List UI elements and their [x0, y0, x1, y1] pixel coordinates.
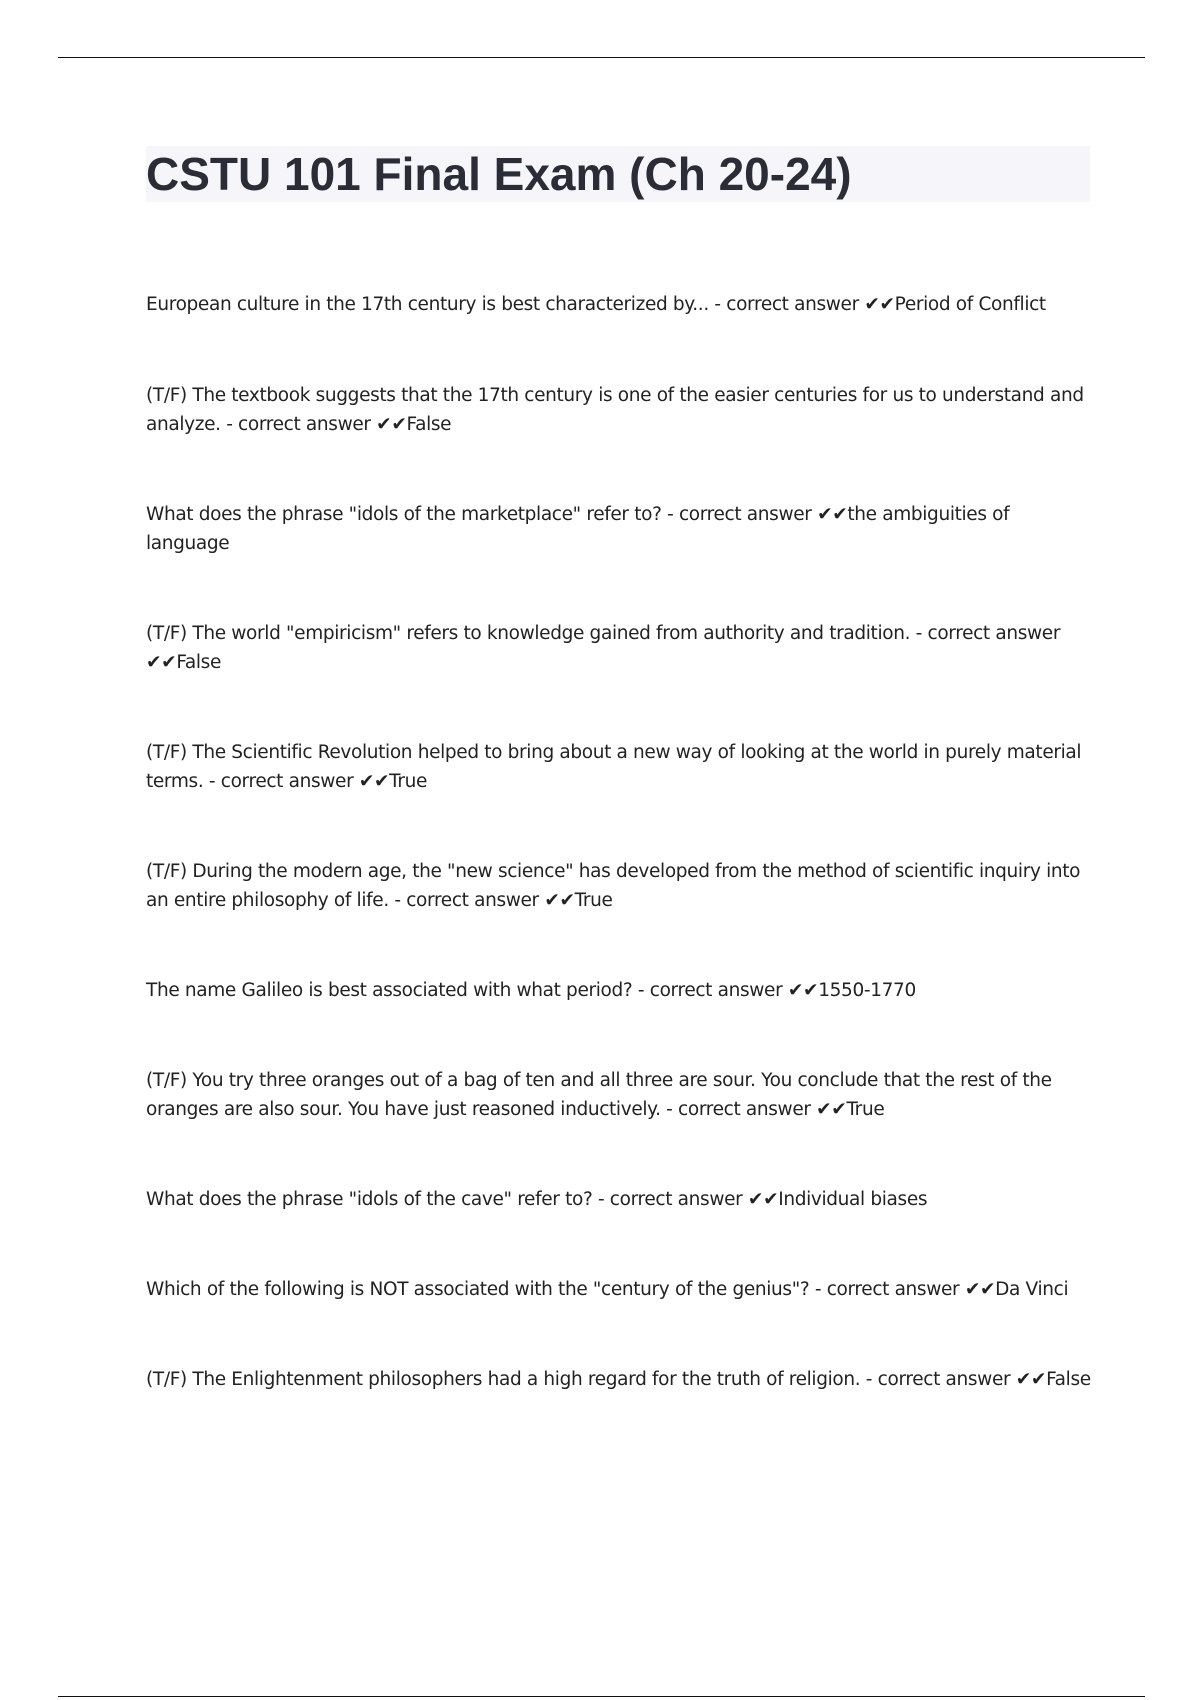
qa-item-4	[146, 619, 1091, 677]
qa-item-9	[146, 1185, 1091, 1214]
answer-text: Period of Conflict	[894, 294, 1046, 315]
answer-text: Individual biases	[778, 1189, 928, 1210]
answer-text: True	[389, 771, 428, 792]
answer-separator: - correct answer	[860, 1369, 1016, 1390]
answer-separator: - correct answer	[203, 771, 359, 792]
question-text: (T/F) The Enlightenment philosophers had a high regard for the truth of religion.	[146, 1369, 861, 1390]
qa-item-8	[146, 1066, 1091, 1124]
question-text: Which of the following is NOT associated with the "century of the genius"?	[146, 1279, 810, 1300]
qa-item-11	[146, 1365, 1091, 1394]
answer-separator: - correct answer	[632, 980, 788, 1001]
top-rule	[58, 57, 1145, 58]
check-icon: ✔✔	[544, 890, 575, 911]
question-answer-list	[146, 290, 1091, 1455]
answer-text: 1550-1770	[818, 980, 916, 1001]
answer-separator: - correct answer	[388, 890, 545, 911]
check-icon: ✔✔	[747, 1189, 779, 1210]
answer-separator: - correct answer	[661, 504, 818, 525]
check-icon: ✔✔	[376, 414, 407, 435]
answer-text: the ambiguities of language	[146, 504, 1010, 554]
answer-separator: - correct answer	[220, 414, 377, 435]
qa-item-7	[146, 976, 1091, 1005]
check-icon: ✔✔	[864, 294, 895, 315]
check-icon: ✔✔	[817, 504, 848, 525]
check-icon: ✔✔	[1015, 1369, 1047, 1390]
answer-separator: - correct answer	[592, 1189, 748, 1210]
document-title: CSTU 101 Final Exam (Ch 20-24)	[146, 148, 852, 200]
answer-separator: - correct answer	[809, 1279, 965, 1300]
question-text: What does the phrase "idols of the cave" refer to?	[146, 1189, 593, 1210]
question-text: (T/F) During the modern age, the "new science" has developed from the method of scientific inquiry into an entire philosophy of life.	[146, 861, 1081, 911]
check-icon: ✔✔	[787, 980, 819, 1001]
qa-item-5	[146, 738, 1091, 796]
check-icon: ✔✔	[816, 1099, 847, 1120]
question-text: European culture in the 17th century is best characterized by...	[146, 294, 709, 315]
qa-item-3	[146, 500, 1091, 558]
qa-item-1	[146, 290, 1091, 319]
qa-item-2	[146, 381, 1091, 439]
answer-text: Da Vinci	[995, 1279, 1069, 1300]
qa-item-6	[146, 857, 1091, 915]
answer-separator: - correct answer	[910, 623, 1061, 644]
question-text: (T/F) The Scientific Revolution helped to bring about a new way of looking at the world in purely material terms.	[146, 742, 1082, 792]
answer-text: True	[846, 1099, 885, 1120]
answer-text: True	[574, 890, 613, 911]
answer-separator: - correct answer	[660, 1099, 817, 1120]
answer-text: False	[1046, 1369, 1091, 1390]
answer-separator: - correct answer	[708, 294, 865, 315]
check-icon: ✔✔	[146, 652, 177, 673]
answer-text: False	[176, 652, 222, 673]
answer-text: False	[406, 414, 452, 435]
question-text: (T/F) The world "empiricism" refers to knowledge gained from authority and tradition.	[146, 623, 911, 644]
question-text: What does the phrase "idols of the marketplace" refer to?	[146, 504, 662, 525]
question-text: (T/F) The textbook suggests that the 17th century is one of the easier centuries for us to understand and analyze.	[146, 385, 1084, 435]
question-text: The name Galileo is best associated with what period?	[146, 980, 633, 1001]
check-icon: ✔✔	[358, 771, 390, 792]
qa-item-10	[146, 1275, 1091, 1304]
question-text: (T/F) You try three oranges out of a bag of ten and all three are sour. You conclude that the rest of the oranges are also sour. You have just reasoned inductively.	[146, 1070, 1052, 1120]
check-icon: ✔✔	[964, 1279, 996, 1300]
bottom-rule	[58, 1696, 1145, 1697]
